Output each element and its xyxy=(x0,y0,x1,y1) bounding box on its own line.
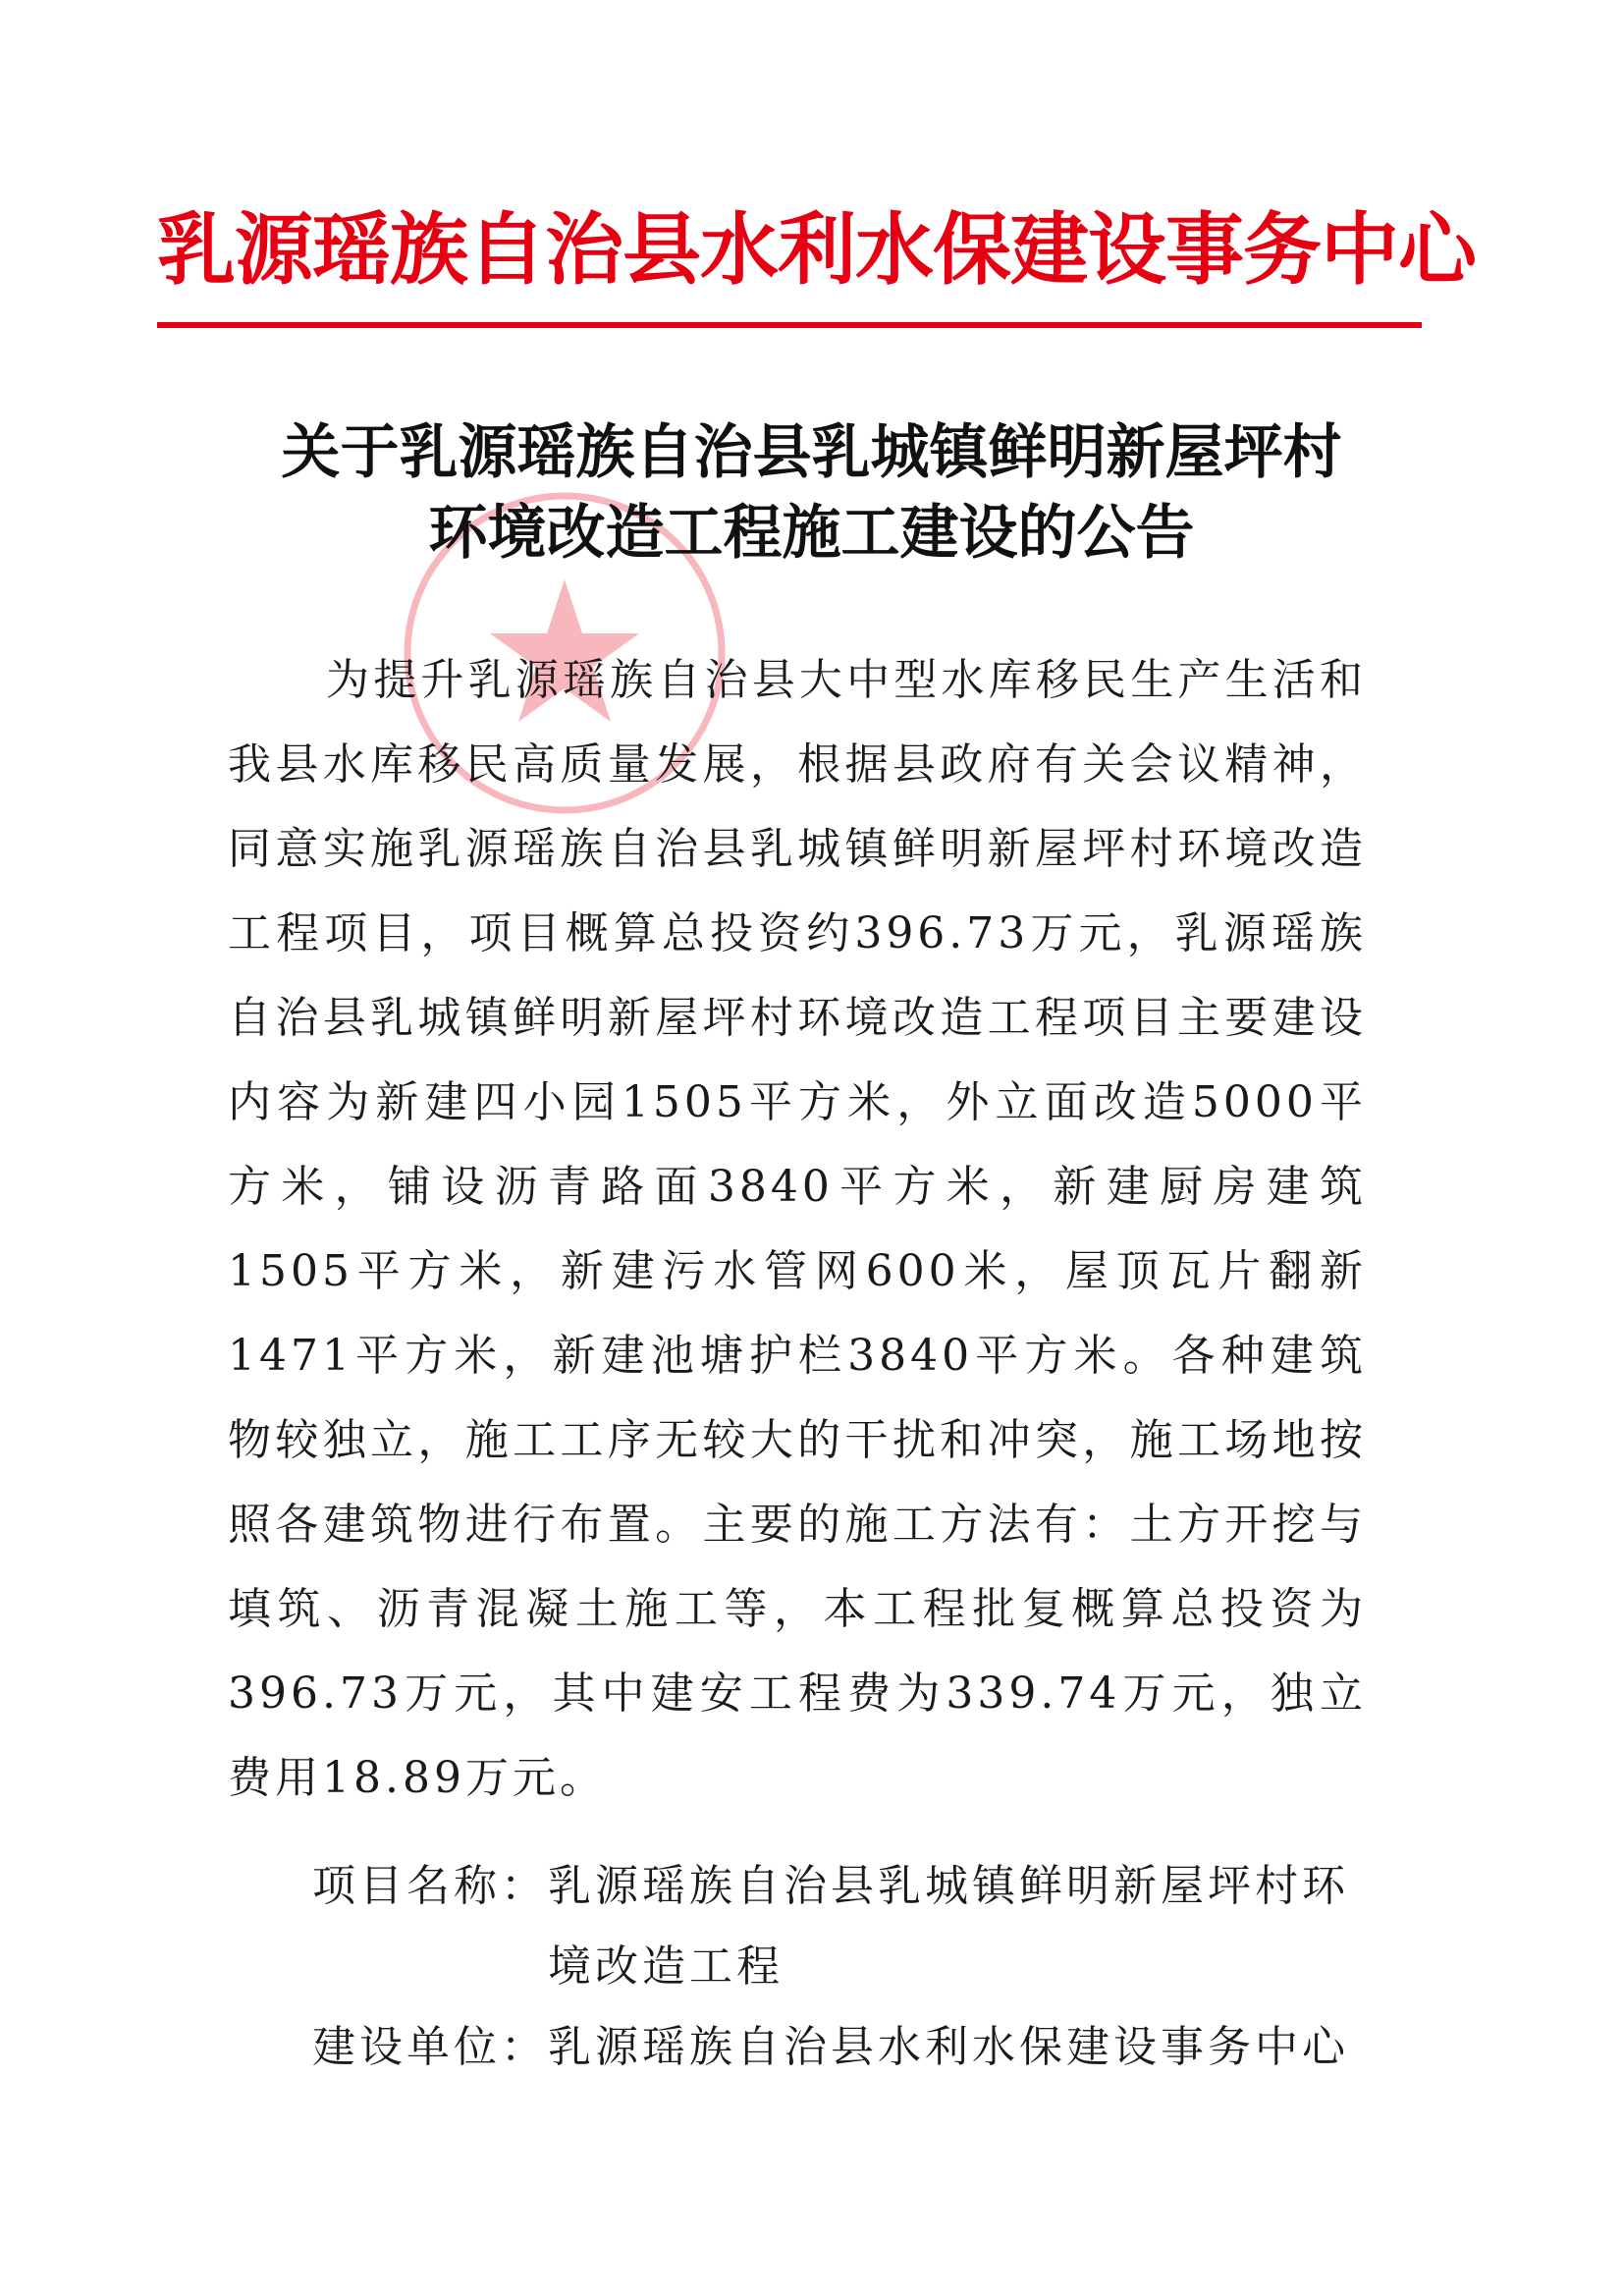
project-name-value: 乳源瑶族自治县乳城镇鲜明新屋坪村环境改造工程 xyxy=(548,1861,1349,1992)
document-title-line: 关于乳源瑶族自治县乳城镇鲜明新屋坪村 xyxy=(281,418,1342,487)
header-divider xyxy=(157,322,1422,328)
issuer-header: 乳源瑶族自治县水利水保建设事务中心 xyxy=(157,204,1476,296)
builder-label: 建设单位： xyxy=(312,2022,548,2072)
project-info xyxy=(312,1846,1373,2088)
builder-row xyxy=(312,2007,1373,2088)
project-name-row xyxy=(312,1846,1373,2007)
project-name-label: 项目名称： xyxy=(312,1861,548,1911)
document-title-line: 环境改造工程施工建设的公告 xyxy=(428,499,1195,568)
builder-value: 乳源瑶族自治县水利水保建设事务中心 xyxy=(548,2022,1349,2072)
document-title xyxy=(147,412,1476,574)
document-body: 为提升乳源瑶族自治县大中型水库移民生产生活和我县水库移民高质量发展，根据县政府有关会议精神，同意实施乳源瑶族自治县乳城镇鲜明新屋坪村环境改造工程项目，项目概算总投资约396.73万元，乳源瑶族自治县乳城镇鲜明新屋坪村环境改造工程项目主要建设内容为新建四小园1505平方米，外立面改造5000平方米，铺设沥青路面3840平方米，新建厨房建筑1505平方米，新建污水管网600米，屋顶瓦片翻新1471平方米，新建池塘护栏3840平方米。各种建筑物较独立，施工工序无较大的干扰和冲突，施工场地按照各建筑物进行布置。主要的施工方法有：土方开挖与填筑、沥青混凝土施工等，本工程批复概算总投资为396.73万元，其中建安工程费为339.74万元，独立费用18.89万元。 xyxy=(228,655,1367,1803)
